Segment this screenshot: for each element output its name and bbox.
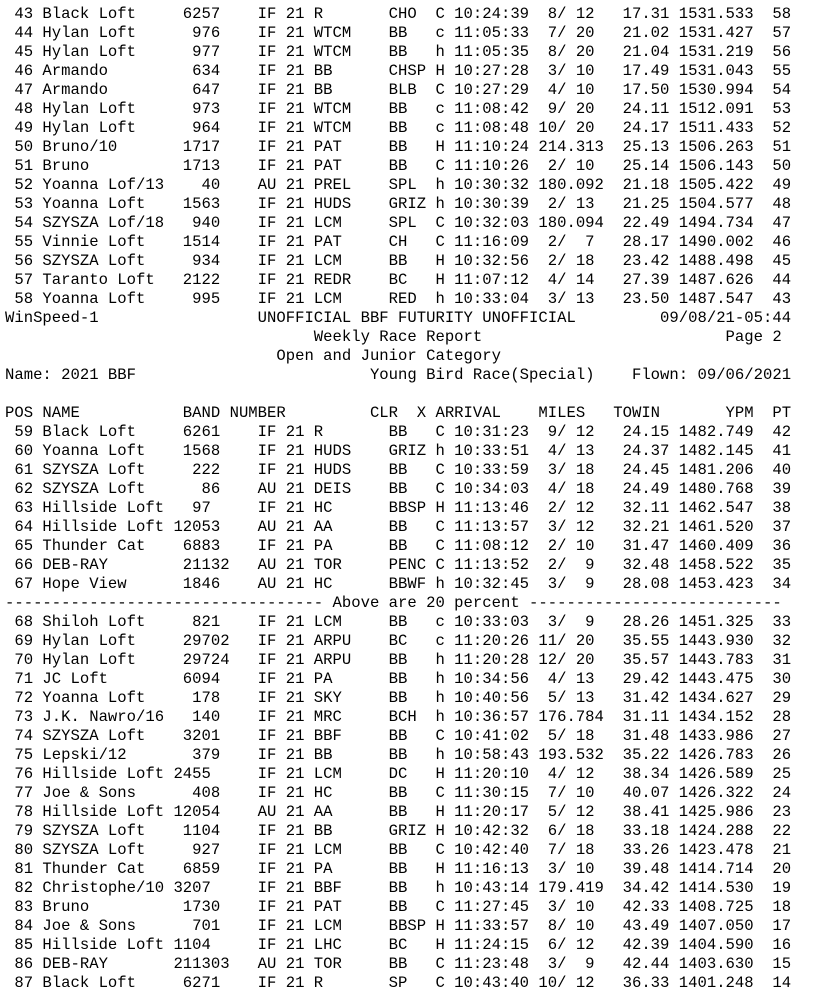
report-row: 64 Hillside Loft 12053 AU 21 AA BB C 11:13:57 3/ 12 32.21 1461.520 37 (5, 518, 792, 536)
report-header-subtitle: Weekly Race Report Page 2 (5, 328, 782, 346)
report-row: 65 Thunder Cat 6883 IF 21 PA BB C 11:08:12 2/ 10 31.47 1460.409 36 (5, 537, 792, 555)
percent-divider: ---------------------------------- Above are 20 percent --------------------------- (5, 594, 782, 612)
report-row: 86 DEB-RAY 211303 AU 21 TOR BB C 11:23:48 3/ 9 42.44 1403.630 15 (5, 955, 792, 973)
report-row: 54 SZYSZA Lof/18 940 IF 21 LCM SPL C 10:32:03 180.094 22.49 1494.734 47 (5, 214, 792, 232)
report-row: 57 Taranto Loft 2122 IF 21 REDR BC H 11:07:12 4/ 14 27.39 1487.626 44 (5, 271, 792, 289)
report-row: 62 SZYSZA Loft 86 AU 21 DEIS BB C 10:34:03 4/ 18 24.49 1480.768 39 (5, 480, 792, 498)
report-row: 71 JC Loft 6094 IF 21 PA BB h 10:34:56 4/ 13 29.42 1443.475 30 (5, 670, 792, 688)
report-row: 73 J.K. Nawro/16 140 IF 21 MRC BCH h 10:36:57 176.784 31.11 1434.152 28 (5, 708, 792, 726)
report-row: 78 Hillside Loft 12054 AU 21 AA BB H 11:20:17 5/ 12 38.41 1425.986 23 (5, 803, 792, 821)
report-row: 56 SZYSZA Loft 934 IF 21 LCM BB H 10:32:56 2/ 18 23.42 1488.498 45 (5, 252, 792, 270)
report-row: 46 Armando 634 IF 21 BB CHSP H 10:27:28 3/ 10 17.49 1531.043 55 (5, 62, 792, 80)
report-row: 74 SZYSZA Loft 3201 IF 21 BBF BB C 10:41:02 5/ 18 31.48 1433.986 27 (5, 727, 792, 745)
report-row: 43 Black Loft 6257 IF 21 R CHO C 10:24:39 8/ 12 17.31 1531.533 58 (5, 5, 792, 23)
report-row: 69 Hylan Loft 29702 IF 21 ARPU BC c 11:20:26 11/ 20 35.55 1443.930 32 (5, 632, 792, 650)
report-row: 85 Hillside Loft 1104 IF 21 LHC BC H 11:24:15 6/ 12 42.39 1404.590 16 (5, 936, 792, 954)
report-row: 68 Shiloh Loft 821 IF 21 LCM BB c 10:33:03 3/ 9 28.26 1451.325 33 (5, 613, 792, 631)
report-row: 87 Black Loft 6271 IF 21 R SP C 10:43:40 10/ 12 36.33 1401.248 14 (5, 974, 792, 992)
report-row: 51 Bruno 1713 IF 21 PAT BB C 11:10:26 2/ 10 25.14 1506.143 50 (5, 157, 792, 175)
report-header-category: Open and Junior Category (5, 347, 501, 365)
report-row: 75 Lepski/12 379 IF 21 BB BB h 10:58:43 193.532 35.22 1426.783 26 (5, 746, 792, 764)
report-row: 49 Hylan Loft 964 IF 21 WTCM BB c 11:08:48 10/ 20 24.17 1511.433 52 (5, 119, 792, 137)
report-row: 80 SZYSZA Loft 927 IF 21 LCM BB C 10:42:40 7/ 18 33.26 1423.478 21 (5, 841, 792, 859)
report-row: 58 Yoanna Loft 995 IF 21 LCM RED h 10:33:04 3/ 13 23.50 1487.547 43 (5, 290, 792, 308)
report-row: 81 Thunder Cat 6859 IF 21 PA BB H 11:16:13 3/ 10 39.48 1414.714 20 (5, 860, 792, 878)
report-row: 60 Yoanna Loft 1568 IF 21 HUDS GRIZ h 10:33:51 4/ 13 24.37 1482.145 41 (5, 442, 792, 460)
report-row: 55 Vinnie Loft 1514 IF 21 PAT CH C 11:16:09 2/ 7 28.17 1490.002 46 (5, 233, 792, 251)
report-header-race-info: Name: 2021 BBF Young Bird Race(Special) Flown: 09/06/2021 (5, 366, 792, 384)
report-row: 77 Joe & Sons 408 IF 21 HC BB C 11:30:15 7/ 10 40.07 1426.322 24 (5, 784, 792, 802)
report-row: 66 DEB-RAY 21132 AU 21 TOR PENC C 11:13:52 2/ 9 32.48 1458.522 35 (5, 556, 792, 574)
report-header-title: WinSpeed-1 UNOFFICIAL BBF FUTURITY UNOFFICIAL 09/08/21-05:44 (5, 309, 792, 327)
report-row: 72 Yoanna Loft 178 IF 21 SKY BB h 10:40:56 5/ 13 31.42 1434.627 29 (5, 689, 792, 707)
report-row: 70 Hylan Loft 29724 IF 21 ARPU BB h 11:20:28 12/ 20 35.57 1443.783 31 (5, 651, 792, 669)
report-row: 82 Christophe/10 3207 IF 21 BBF BB h 10:43:14 179.419 34.42 1414.530 19 (5, 879, 792, 897)
report-row: 47 Armando 647 IF 21 BB BLB C 10:27:29 4/ 10 17.50 1530.994 54 (5, 81, 792, 99)
report-row: 52 Yoanna Lof/13 40 AU 21 PREL SPL h 10:30:32 180.092 21.18 1505.422 49 (5, 176, 792, 194)
report-row: 59 Black Loft 6261 IF 21 R BB C 10:31:23 9/ 12 24.15 1482.749 42 (5, 423, 792, 441)
report-row: 79 SZYSZA Loft 1104 IF 21 BB GRIZ H 10:42:32 6/ 18 33.18 1424.288 22 (5, 822, 792, 840)
report-row: 76 Hillside Loft 2455 IF 21 LCM DC H 11:20:10 4/ 12 38.34 1426.589 25 (5, 765, 792, 783)
blank-line (5, 385, 813, 404)
column-headers: POS NAME BAND NUMBER CLR X ARRIVAL MILES TOWIN YPM PT (5, 404, 792, 422)
report-row: 63 Hillside Loft 97 IF 21 HC BBSP H 11:13:46 2/ 12 32.11 1462.547 38 (5, 499, 792, 517)
report-row: 84 Joe & Sons 701 IF 21 LCM BBSP H 11:33:57 8/ 10 43.49 1407.050 17 (5, 917, 792, 935)
report-row: 45 Hylan Loft 977 IF 21 WTCM BB h 11:05:35 8/ 20 21.04 1531.219 56 (5, 43, 792, 61)
report-row: 44 Hylan Loft 976 IF 21 WTCM BB c 11:05:33 7/ 20 21.02 1531.427 57 (5, 24, 792, 42)
report-row: 53 Yoanna Loft 1563 IF 21 HUDS GRIZ h 10:30:39 2/ 13 21.25 1504.577 48 (5, 195, 792, 213)
report-row: 83 Bruno 1730 IF 21 PAT BB C 11:27:45 3/ 10 42.33 1408.725 18 (5, 898, 792, 916)
report-row: 50 Bruno/10 1717 IF 21 PAT BB H 11:10:24 214.313 25.13 1506.263 51 (5, 138, 792, 156)
report-row: 67 Hope View 1846 AU 21 HC BBWF h 10:32:45 3/ 9 28.08 1453.423 34 (5, 575, 792, 593)
report-row: 48 Hylan Loft 973 IF 21 WTCM BB c 11:08:42 9/ 20 24.11 1512.091 53 (5, 100, 792, 118)
report-row: 61 SZYSZA Loft 222 IF 21 HUDS BB C 10:33:59 3/ 18 24.45 1481.206 40 (5, 461, 792, 479)
